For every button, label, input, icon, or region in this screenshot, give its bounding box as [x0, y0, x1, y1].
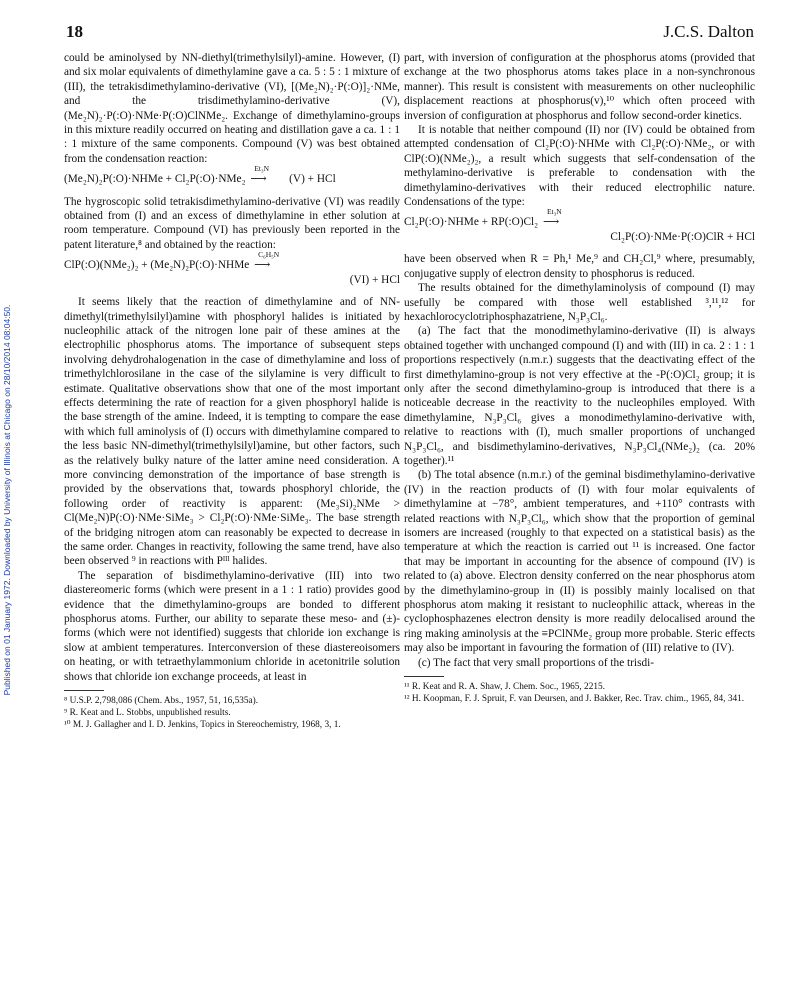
- footnote-rule: [64, 690, 104, 691]
- footnote-rule: [404, 676, 444, 677]
- download-watermark-text: Published on 01 January 1972. Downloaded by University of Illinois at Chicago on 28/10/2014 08:04:50.: [2, 304, 12, 696]
- paragraph: (b) The total absence (n.m.r.) of the geminal bisdimethylamino-derivative (IV) in the reaction products of (I) with four molar equivalents of dimethylamine at −78°, ambient temperatures, and +110° contrasts with related reactions with N₃P₃Cl₆, which show that the proportion of geminal isomers are increased (roughly to that expected on a statistical basis) as the temperature at which the reaction is carried out ¹¹ is increased. One factor that may be important in accounting for the absence of compound (IV) is related to (a) above. Electron density conferred on the near phosphorus atom by the dimethylamino-group in (II) is possibly mainly localised on that phosphorus atom making it resistant to nucleophilic attack, whereas in the cyclophosphazenes electron density is more readily delocalised around the ring making aminolysis at the ≡PClNMe₂ group more probable. Steric effects may also be important in favouring the formation of (III) relative to (IV).: [404, 469, 755, 655]
- reaction-arrow: [250, 164, 284, 186]
- reaction-condition: C₆H₅N: [258, 250, 280, 260]
- reaction-arrow: [542, 207, 577, 229]
- footnotes: [404, 681, 755, 705]
- equation: [64, 250, 400, 287]
- reaction-arrow: [254, 250, 288, 272]
- equation-lhs: ClP(:O)(NMe₂)₂ + (Me₂N)₂P(:O)·NHMe: [64, 259, 250, 272]
- journal-name: J.C.S. Dalton: [663, 22, 754, 41]
- footnote: ¹¹ R. Keat and R. A. Shaw, J. Chem. Soc., 1965, 2215.: [404, 682, 605, 693]
- footnote: ¹⁰ M. J. Gallagher and I. D. Jenkins, Topics in Stereochemistry, 1968, 3, 1.: [64, 720, 341, 731]
- footnote: ⁹ R. Keat and L. Stobbs, unpublished results.: [64, 708, 231, 719]
- paragraph: have been observed when R = Ph,¹ Me,⁹ and CH₂Cl,⁹ where, presumably, conjugative supply of electron density to phosphorus is reduced.: [404, 253, 755, 280]
- paragraph: could be aminolysed by NN-diethyl(trimethylsilyl)-amine. However, (I) and six molar equivalents of dimethylamine gave a ca. 5 : 5 : 1 mixture of (III), the tetrakisdimethylamino-derivative (VI), [(Me₂N)₂·P(:O)]₂·NMe, and the trisdimethylamino-derivative (V), (Me₂N)₂·P(:O)·NMe·P(:O)ClNMe₂. Exchange of dimethylamino-groups in this mixture readily occurred on heating and distillation gave a ca. 1 : 1 : 1 mixture of the same components. Compound (V) was best obtained from the condensation reaction:: [64, 52, 400, 165]
- download-watermark: [2, 150, 12, 850]
- right-column: [404, 51, 755, 705]
- paragraph: The separation of bisdimethylamino-derivative (III) into two diastereomeric forms (which were present in a 1 : 1 ratio) provides good evidence that the dimethylamino-groups are bonded to different phosphorus atoms. Further, our ability to separate these meso- and (±)-forms (which were not identified) suggests that chloride ion exchange is slow at ambient temperatures. Interconversion of these diastereoisomers on heating, or with tetraethylammonium chloride in acetonitrile solution shows that chloride ion exchange proceeds, at least in: [64, 569, 400, 683]
- equation: [64, 164, 400, 186]
- footnote: ¹² H. Koopman, F. J. Spruit, F. van Deursen, and J. Bakker, Rec. Trav. chim., 1965, 84, 341.: [404, 694, 745, 705]
- paragraph: The results obtained for the dimethylaminolysis of compound (I) may usefully be compared with those well established ³,¹¹,¹² for hexachlorocyclotriphosphazatriene, N₃P₃Cl₆.: [404, 282, 755, 323]
- arrow-glyph: ⟶: [542, 216, 560, 229]
- equation-lhs: (Me₂N)₂P(:O)·NHMe + Cl₂P(:O)·NMe₂: [64, 173, 246, 186]
- reaction-condition: Et₃N: [546, 207, 562, 217]
- equation-rhs: (VI) + HCl: [349, 273, 400, 286]
- paragraph: (c) The fact that very small proportions of the trisdi-: [418, 656, 655, 669]
- left-column: [64, 51, 400, 731]
- equation-rhs: (V) + HCl: [289, 173, 336, 186]
- reaction-condition: Et₃N: [254, 164, 270, 174]
- equation: [404, 207, 755, 244]
- page-number: 18: [66, 22, 83, 41]
- arrow-glyph: ⟶: [254, 259, 271, 272]
- footnotes: [64, 695, 400, 731]
- equation-lhs: Cl₂P(:O)·NHMe + RP(:O)Cl₂: [404, 216, 539, 229]
- footnote: ⁸ U.S.P. 2,798,086 (Chem. Abs., 1957, 51, 16,535a).: [64, 696, 259, 707]
- equation-rhs: Cl₂P(:O)·NMe·P(:O)ClR + HCl: [610, 230, 755, 243]
- paragraph: It seems likely that the reaction of dimethylamine and of NN-dimethyl(trimethylsilyl)amine with phosphoryl halides is initiated by nucleophilic attack of the nitrogen lone pair of these amines at the electrophilic phosphorus atoms. The importance of subsequent steps involving dehydrohalogenation in the case of dimethylamine and loss of trimethylchlorosilane in the case of the silylamine is very difficult to estimate. Qualitative observations show that one of the most important effects determining the rate of reaction for a given phosphoryl halide is the base strength of the amine. Indeed, it is tempting to compare the ease with which full aminolysis of (I) occurs with dimethylamine compared to the less basic NN-dimethyl(trimethylsilyl)amine, but other factors, such as the relatively bulky nature of the latter amine need consideration. A more convincing demonstration of the importance of base strength is provided by the observations that, towards phosphoryl chloride, the following order of reactivity is apparent: (Me₃Si)₂NMe > Cl(Me₂N)P(:O)·NMe·SiMe₃ > Cl₂P(:O)·NMe·SiMe₃. The base strength of the bridging nitrogen atom can reasonably be expected to decrease in the same order. Changes in reactivity, following the same trend, have also been observed ⁹ in reactions with Pᴵᴵᴵ halides.: [64, 296, 400, 568]
- paragraph: It is notable that neither compound (II) nor (IV) could be obtained from attempted condensation of Cl₂P(:O)·NHMe with Cl₂P(:O)·NMe₂, or with ClP(:O)(NMe₂)₂, a result which suggests that self-condensation of the methylamino-derivative is preferable to condensation with the dimethylamino-derivatives with their reduced electrophilic nature. Condensations of the type:: [404, 124, 755, 209]
- paragraph: part, with inversion of configuration at the phosphorus atoms (provided that exchange at the two phosphorus atoms takes place in a non-synchronous manner). This result is consistent with measurements on other nucleophilic displacement reactions at phosphorus(v),¹⁰ which often proceed with inversion of configuration at phosphorus and follow second-order kinetics.: [404, 52, 755, 122]
- paragraph: (a) The fact that the monodimethylamino-derivative (II) is always obtained together with unchanged compound (I) and with (III) in ca. 2 : 1 : 1 proportions respectively (n.m.r.) suggests that the deactivating effect of the first dimethylamino-group is not very effective at the -P(:O)Cl₂ group; it is only after the second dimethylamino-group is introduced that there is a noticeable decrease in the reactivity to the nucleophiles employed. With dimethylamine, N₃P₃Cl₆ gives a monodimethylamino-derivative with, relative to reactions with (I), much smaller proportions of unchanged N₃P₃Cl₆, and bisdimethylamino-derivatives, N₃P₃Cl₄(NMe₂)₂ (ca. 20% together).¹¹: [404, 325, 755, 467]
- paragraph: The hygroscopic solid tetrakisdimethylamino-derivative (VI) was readily obtained from (I) and an excess of dimethylamine in ether solution at room temperature. Compound (VI) has previously been reported in the patent literature,⁸ and obtained by the reaction:: [64, 195, 400, 251]
- arrow-glyph: ⟶: [250, 173, 267, 186]
